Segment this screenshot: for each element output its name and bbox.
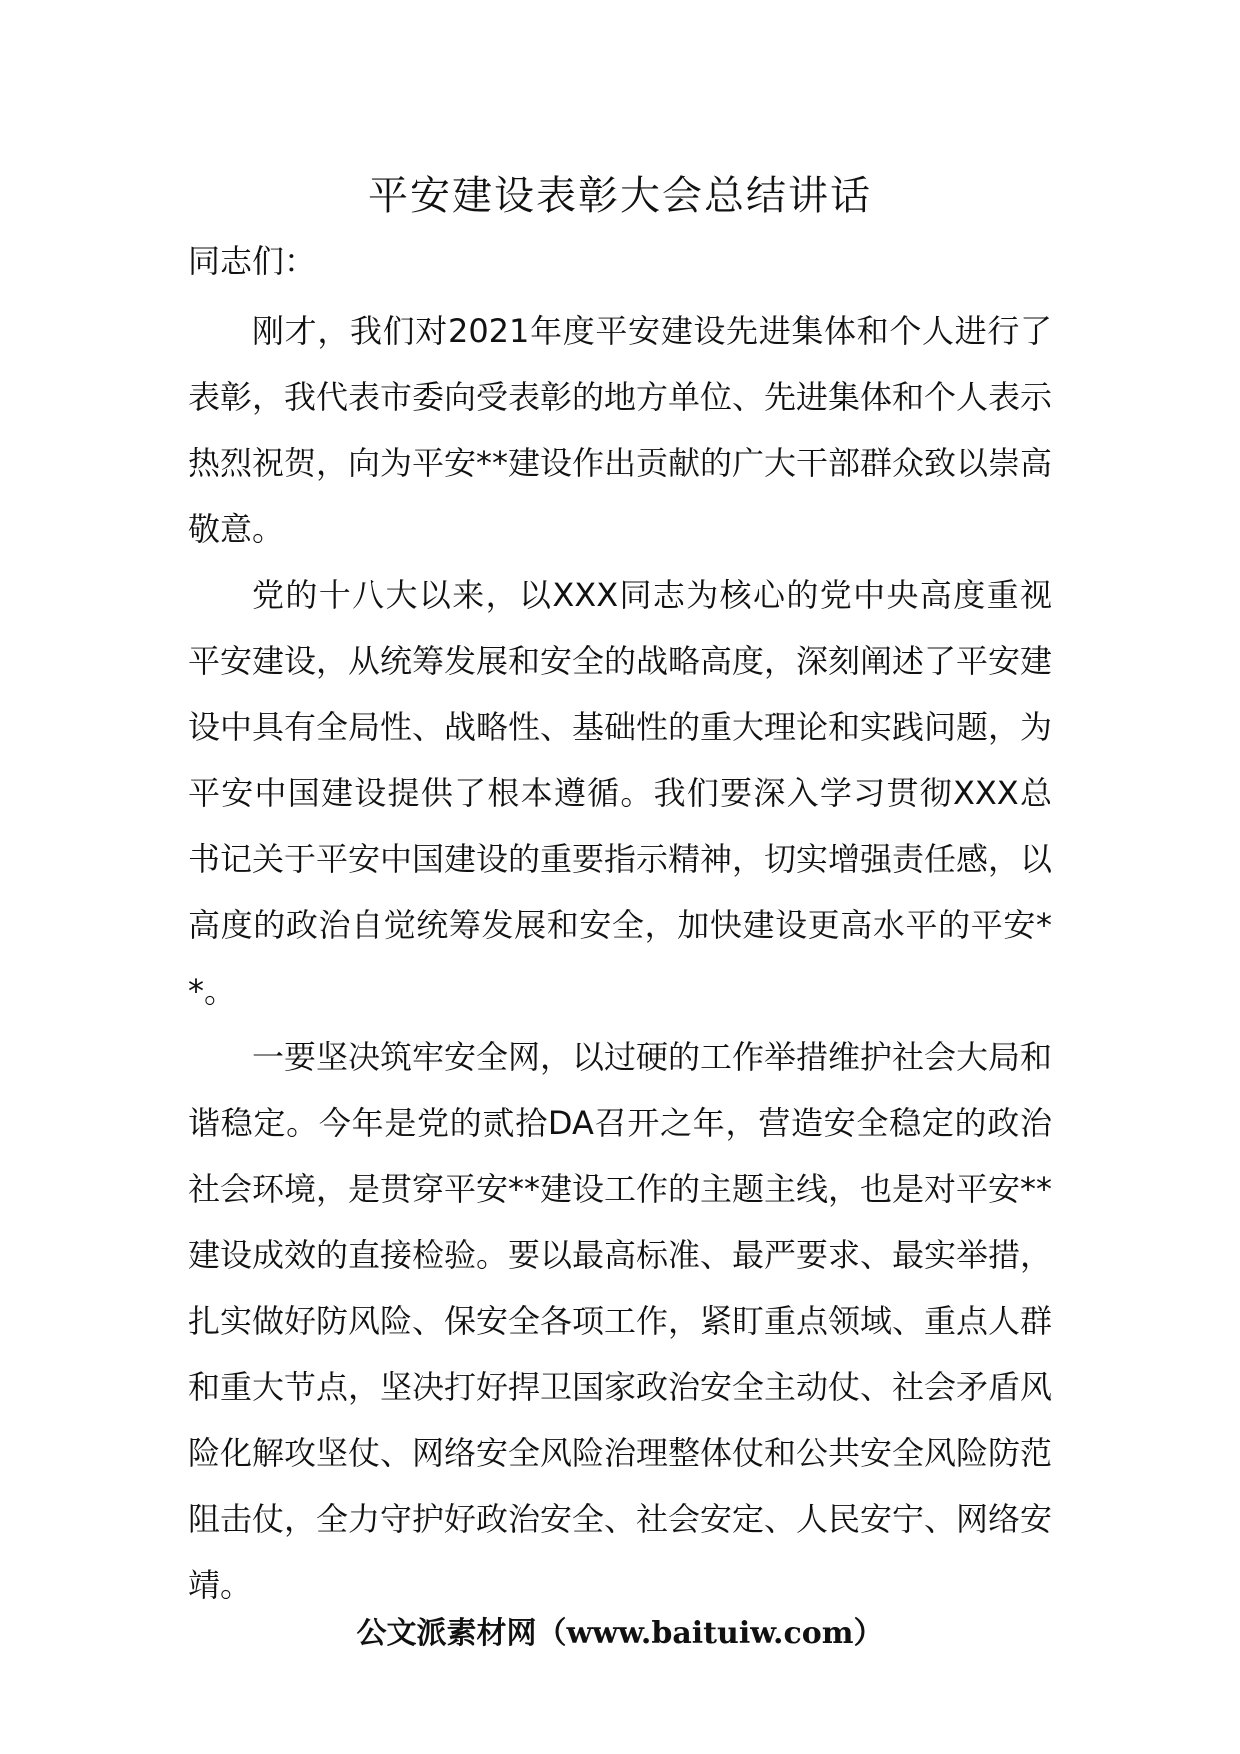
- footer-source: 公文派素材网（www.baituiw.com）: [356, 1616, 884, 1651]
- paragraph-text: 刚才，我们对2021年度平安建设先进集体和个人进行了表彰，我代表市委向受表彰的地方单位、先进集体和个人表示热烈祝贺，向为平安**建设作出贡献的广大干部群众致以崇高敬意。: [188, 312, 1053, 548]
- paragraph-text: 今年是党的贰拾DA召开之年，营造安全稳定的政治社会环境，是贯穿平安**建设工作的主题主线，也是对平安**建设成效的直接检验。要以最高标准、最严要求、最实举措，扎实做好防风险、保安全各项工作，紧盯重点领域、重点人群和重大节点，坚决打好捍卫国家政治安全主动仗、社会矛盾风险化解攻坚仗、网络安全风险治理整体仗和公共安全风险防范阻击仗，全力守护好政治安全、社会安定、人民安宁、网络安靖。: [188, 1104, 1053, 1604]
- salutation: 同志们：: [188, 242, 317, 280]
- paragraph: [188, 562, 1052, 1024]
- paragraph-text: 党的十八大以来，以XXX同志为核心的党中央高度重视平安建设，从统筹发展和安全的战略高度，深刻阐述了平安建设中具有全局性、战略性、基础性的重大理论和实践问题，为平安中国建设提供了根本遵循。我们要深入学习贯彻XXX总书记关于平安中国建设的重要指示精神，切实增强责任感，以高度的政治自觉统筹发展和安全，加快建设更高水平的平安**。: [188, 576, 1053, 1010]
- document-title: 平安建设表彰大会总结讲话: [368, 173, 872, 219]
- paragraph: [188, 1024, 1052, 1618]
- paragraph-lead-sentence: 一要坚决筑牢安全网，以过硬的工作举措维护社会大局和谐稳定。: [188, 1038, 1053, 1142]
- document-body: [188, 298, 1052, 1618]
- paragraph: [188, 298, 1052, 562]
